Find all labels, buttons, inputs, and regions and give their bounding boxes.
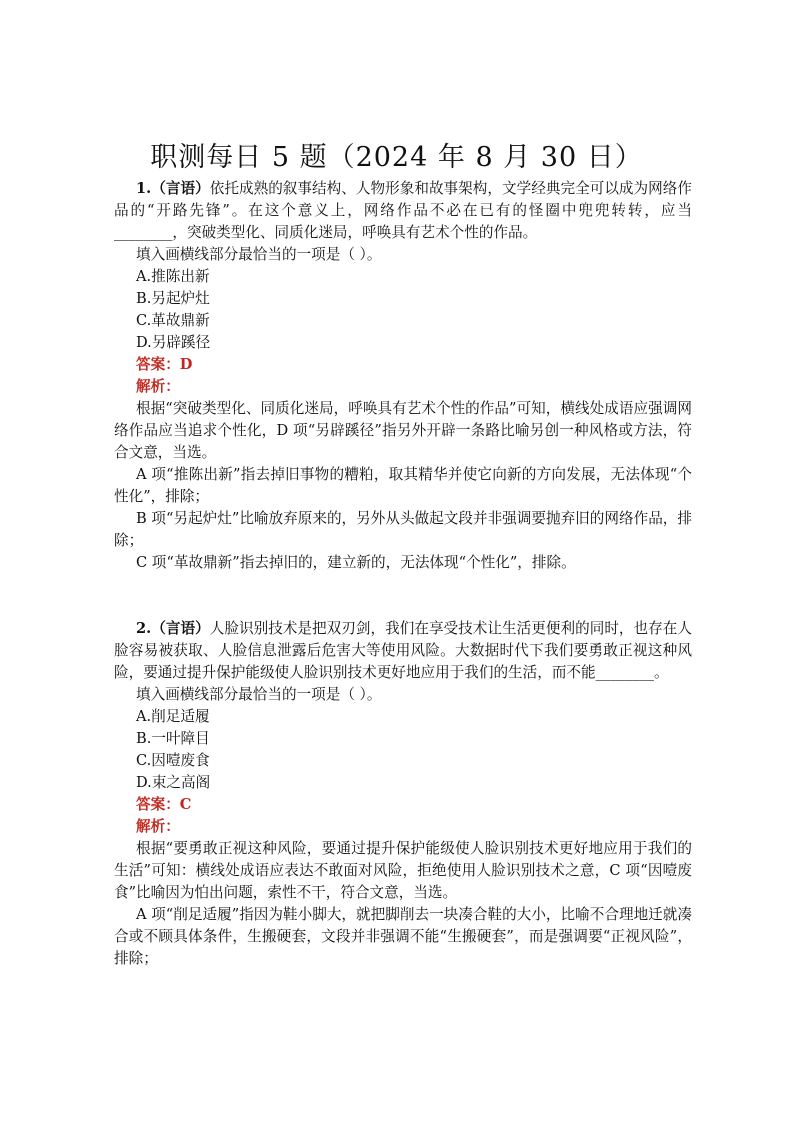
analysis-label: 解析： — [136, 378, 180, 395]
document-body — [114, 178, 692, 970]
question-stem — [114, 618, 692, 684]
answer-label: 答案：C — [136, 796, 192, 813]
question-prompt: 填入画横线部分最恰当的一项是（ ）。 — [136, 686, 382, 703]
analysis-paragraph: B 项“另起炉灶”比喻放弃原来的，另外从头做起文段并非强调要抛弃旧的网络作品，排除； — [114, 510, 692, 549]
question-stem — [114, 178, 692, 244]
question-text: 人脸识别技术是把双刃剑，我们在享受技术让生活更便利的同时，也存在人脸容易被获取、人脸信息泄露后危害大等使用风险。大数据时代下我们要勇敢正视这种风险，要通过提升保护能级使人脸识别技术更好地应用于我们的生活，而不能________。 — [114, 620, 692, 681]
question-1 — [114, 178, 692, 574]
option-a: A.推陈出新 — [136, 268, 210, 285]
analysis-paragraph: C 项“革故鼎新”指去掉旧的，建立新的，无法体现“个性化”，排除。 — [136, 554, 576, 571]
analysis-paragraph: A 项“推陈出新”指去掉旧事物的糟粕，取其精华并使它向新的方向发展，无法体现“个性化”，排除； — [114, 466, 692, 505]
option-a: A.削足适履 — [136, 708, 210, 725]
option-b: B.一叶障目 — [136, 730, 210, 747]
question-number: 2. — [136, 620, 152, 637]
question-number: 1. — [136, 180, 152, 197]
option-c: C.革故鼎新 — [136, 312, 210, 329]
analysis-paragraph: 根据“突破类型化、同质化迷局，呼唤具有艺术个性的作品”可知，横线处成语应强调网络作品应当追求个性化，D 项“另辟蹊径”指另外开辟一条路比喻另创一种风格或方法，符合文意，当选。 — [114, 400, 692, 461]
question-2 — [114, 618, 692, 970]
analysis-paragraph: 根据“要勇敢正视这种风险，要通过提升保护能级使人脸识别技术更好地应用于我们的生活”可知：横线处成语应表达不敢面对风险，拒绝使用人脸识别技术之意，C 项“因噎废食”比喻因为怕出问题，索性不干，符合文意，当选。 — [114, 840, 692, 901]
section-spacer — [114, 574, 692, 596]
section-spacer — [114, 596, 692, 618]
question-prompt: 填入画横线部分最恰当的一项是（ ）。 — [136, 246, 382, 263]
analysis-label: 解析： — [136, 818, 180, 835]
option-d: D.另辟蹊径 — [136, 334, 211, 351]
question-tag: （言语） — [151, 620, 210, 637]
page-title: 职测每日 5 题（2024 年 8 月 30 日） — [150, 142, 643, 173]
option-b: B.另起炉灶 — [136, 290, 210, 307]
answer-label: 答案：D — [136, 356, 193, 373]
question-tag: （言语） — [151, 180, 210, 197]
option-d: D.束之高阁 — [136, 774, 211, 791]
analysis-paragraph: A 项“削足适履”指因为鞋小脚大，就把脚削去一块凑合鞋的大小，比喻不合理地迁就凑合或不顾具体条件，生搬硬套，文段并非强调不能“生搬硬套”，而是强调要“正视风险”，排除； — [114, 906, 692, 967]
question-text: 依托成熟的叙事结构、人物形象和故事架构，文学经典完全可以成为网络作品的“开路先锋”。在这个意义上，网络作品不必在已有的怪圈中兜兜转转，应当________，突破类型化、同质化迷局，呼唤具有艺术个性的作品。 — [114, 180, 692, 241]
option-c: C.因噎废食 — [136, 752, 210, 769]
